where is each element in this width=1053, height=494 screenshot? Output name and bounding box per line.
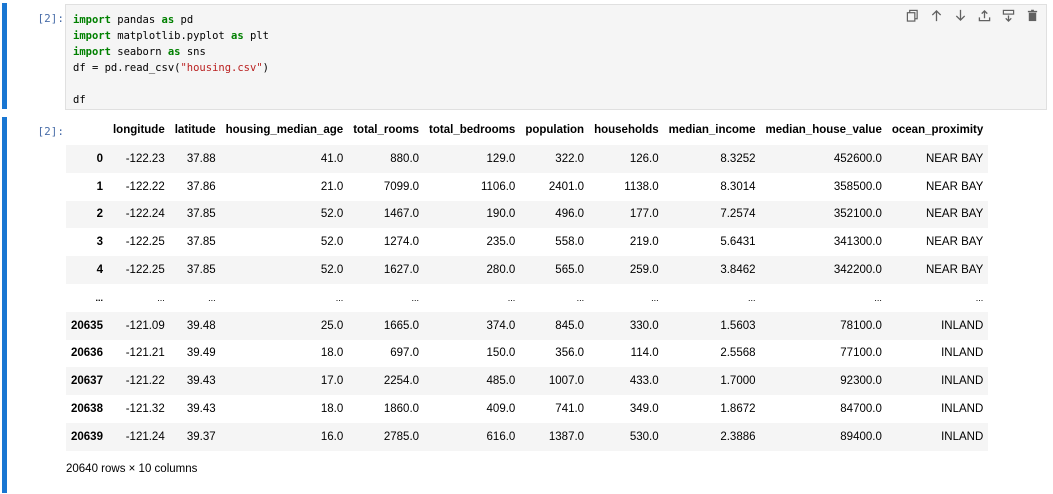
column-header-median-income: median_income xyxy=(668,124,756,136)
table-cell: ... xyxy=(748,292,756,303)
row-index: 1 xyxy=(96,180,103,193)
table-cell: 126.0 xyxy=(629,152,659,165)
table-cell: -121.24 xyxy=(125,430,165,443)
code-string: "housing.csv" xyxy=(180,62,263,74)
table-cell: 452600.0 xyxy=(833,152,882,165)
table-cell: 92300.0 xyxy=(840,375,882,388)
row-index: 4 xyxy=(96,264,103,277)
table-cell: 5.6431 xyxy=(720,236,756,249)
table-cell: 1138.0 xyxy=(624,180,659,193)
table-cell: 21.0 xyxy=(320,180,344,193)
table-cell: 374.0 xyxy=(486,319,516,332)
table-cell: 697.0 xyxy=(390,347,420,360)
move-up-icon[interactable] xyxy=(929,8,943,22)
input-prompt: [2]: xyxy=(37,12,64,25)
table-cell: 880.0 xyxy=(390,152,420,165)
table-cell: 1467.0 xyxy=(383,208,420,221)
table-cell: 2.3886 xyxy=(720,430,756,443)
code-line xyxy=(73,12,1046,28)
table-cell: 84700.0 xyxy=(840,403,882,416)
table-cell: 2.5568 xyxy=(720,347,756,360)
table-cell: 280.0 xyxy=(486,264,516,277)
table-cell: 39.43 xyxy=(186,375,216,388)
code-line xyxy=(73,92,1046,108)
table-cell: 322.0 xyxy=(555,152,585,165)
table-cell: 1.5603 xyxy=(720,319,756,332)
row-index: 0 xyxy=(96,152,103,165)
move-down-icon[interactable] xyxy=(953,8,967,22)
table-cell: -121.22 xyxy=(125,375,165,388)
active-cell-indicator[interactable] xyxy=(2,3,7,109)
table-row xyxy=(66,367,988,395)
table-cell: 8.3014 xyxy=(720,180,756,193)
table-cell: 2401.0 xyxy=(548,180,585,193)
table-cell: 1274.0 xyxy=(383,236,420,249)
table-cell: NEAR BAY xyxy=(925,152,984,165)
output-cell xyxy=(0,115,1053,491)
table-cell: 530.0 xyxy=(629,430,659,443)
table-cell: 341300.0 xyxy=(833,236,882,249)
row-index: 20638 xyxy=(71,403,103,416)
code-line xyxy=(73,44,1046,60)
code-line xyxy=(73,60,1046,76)
row-index: 3 xyxy=(96,236,103,249)
table-cell: 8.3252 xyxy=(720,152,756,165)
column-header-population: population xyxy=(525,124,585,136)
table-cell: 358500.0 xyxy=(833,180,882,193)
table-cell: -122.24 xyxy=(125,208,165,221)
table-cell: 7099.0 xyxy=(383,180,420,193)
table-cell: NEAR BAY xyxy=(925,208,984,221)
table-cell: 1.7000 xyxy=(720,375,756,388)
table-cell: 39.37 xyxy=(186,430,216,443)
table-cell: -121.21 xyxy=(125,347,165,360)
table-row xyxy=(66,312,988,340)
table-cell: 2785.0 xyxy=(383,430,420,443)
row-index: 20639 xyxy=(71,430,103,443)
table-cell: -121.09 xyxy=(125,319,165,332)
table-cell: ... xyxy=(975,292,984,303)
table-cell: 1627.0 xyxy=(383,264,420,277)
table-cell: ... xyxy=(651,292,659,303)
table-cell: ... xyxy=(208,292,216,303)
table-cell: 1007.0 xyxy=(548,375,585,388)
column-header-total-bedrooms: total_bedrooms xyxy=(429,124,516,136)
table-cell: 52.0 xyxy=(320,208,344,221)
table-cell: 349.0 xyxy=(629,403,659,416)
table-row xyxy=(66,201,988,229)
column-header-ocean-proximity: ocean_proximity xyxy=(891,124,984,136)
table-cell: 37.85 xyxy=(186,208,216,221)
table-cell: 1106.0 xyxy=(480,180,516,193)
table-cell: 259.0 xyxy=(629,264,659,277)
table-row xyxy=(66,340,988,368)
table-cell: -122.23 xyxy=(125,152,165,165)
table-cell: 37.85 xyxy=(186,264,216,277)
table-cell: INLAND xyxy=(941,403,984,416)
table-cell: -122.25 xyxy=(125,236,165,249)
row-index: 2 xyxy=(96,208,103,221)
table-cell: 114.0 xyxy=(630,347,659,360)
table-cell: 433.0 xyxy=(629,375,659,388)
code-line xyxy=(73,28,1046,44)
table-cell: 52.0 xyxy=(320,264,344,277)
table-cell: 7.2574 xyxy=(720,208,756,221)
table-cell: 1665.0 xyxy=(383,319,420,332)
table-cell: 1387.0 xyxy=(548,430,585,443)
output-prompt: [2]: xyxy=(37,125,64,138)
table-cell: 330.0 xyxy=(629,319,659,332)
table-cell: 150.0 xyxy=(486,347,516,360)
table-cell: 409.0 xyxy=(486,403,516,416)
table-cell: 845.0 xyxy=(555,319,585,332)
table-cell: 37.86 xyxy=(186,180,216,193)
row-index: 20637 xyxy=(71,375,103,388)
column-header-median-house-value: median_house_value xyxy=(765,124,882,136)
duplicate-icon[interactable] xyxy=(905,8,919,22)
table-cell: 37.88 xyxy=(186,152,216,165)
table-cell: ... xyxy=(157,292,165,303)
table-cell: INLAND xyxy=(941,375,984,388)
table-cell: 41.0 xyxy=(320,152,344,165)
column-header-longitude: longitude xyxy=(112,124,165,136)
table-cell: 496.0 xyxy=(555,208,585,221)
table-cell: 342200.0 xyxy=(833,264,882,277)
row-index: 20636 xyxy=(71,347,103,360)
table-cell: ... xyxy=(874,292,882,303)
dataframe-table xyxy=(66,115,988,451)
table-cell: 2254.0 xyxy=(383,375,420,388)
output-collapser[interactable] xyxy=(2,117,7,493)
row-index: 20635 xyxy=(71,319,103,332)
table-cell: INLAND xyxy=(941,430,984,443)
table-cell: 39.43 xyxy=(186,403,216,416)
code-keyword: as xyxy=(161,14,175,26)
table-cell: ... xyxy=(411,292,420,303)
row-index: ... xyxy=(95,292,103,303)
table-cell: 1860.0 xyxy=(383,403,420,416)
dataframe-shape: 20640 rows × 10 columns xyxy=(66,463,198,475)
table-cell: 18.0 xyxy=(320,403,344,416)
table-cell: 235.0 xyxy=(486,236,516,249)
table-cell: 129.0 xyxy=(486,152,516,165)
code-token: ) xyxy=(262,62,269,74)
table-row xyxy=(66,423,988,451)
delete-icon[interactable] xyxy=(1025,8,1039,22)
table-cell: INLAND xyxy=(941,347,984,360)
cell-toolbar xyxy=(905,8,1039,22)
table-cell: NEAR BAY xyxy=(925,264,984,277)
table-cell: 89400.0 xyxy=(840,430,882,443)
table-cell: 17.0 xyxy=(320,375,344,388)
table-cell: ... xyxy=(335,292,344,303)
table-cell: 25.0 xyxy=(320,319,344,332)
table-cell: INLAND xyxy=(941,319,984,332)
code-editor[interactable] xyxy=(65,4,1047,110)
table-row xyxy=(66,228,988,256)
table-cell: 37.85 xyxy=(186,236,216,249)
table-cell: 77100.0 xyxy=(840,347,882,360)
code-keyword: import xyxy=(73,30,111,42)
table-cell: 616.0 xyxy=(486,430,516,443)
code-cell[interactable] xyxy=(0,0,1053,110)
table-cell: 190.0 xyxy=(486,208,516,221)
table-row xyxy=(66,256,988,284)
code-token: df = pd.read_csv( xyxy=(73,62,181,74)
table-cell: 39.48 xyxy=(186,319,216,332)
table-cell: 1.8672 xyxy=(720,403,756,416)
index-header xyxy=(66,115,108,145)
table-cell: NEAR BAY xyxy=(925,236,984,249)
code-token: matplotlib.pyplot xyxy=(110,30,232,42)
table-cell: 177.0 xyxy=(629,208,659,221)
table-cell: 18.0 xyxy=(320,347,344,360)
code-keyword: import xyxy=(73,46,111,58)
column-header-housing-median-age: housing_median_age xyxy=(225,124,344,136)
code-keyword: as xyxy=(167,46,181,58)
table-cell: 741.0 xyxy=(555,403,585,416)
table-cell: 3.8462 xyxy=(720,264,756,277)
table-row xyxy=(66,173,988,201)
code-keyword: import xyxy=(73,14,111,26)
table-header-row xyxy=(66,115,988,145)
table-cell: 356.0 xyxy=(555,347,585,360)
table-cell: 558.0 xyxy=(555,236,585,249)
table-cell: 39.49 xyxy=(186,347,216,360)
table-cell: -121.32 xyxy=(125,403,165,416)
table-cell: 78100.0 xyxy=(840,319,882,332)
insert-above-icon[interactable] xyxy=(977,8,991,22)
code-keyword: as xyxy=(231,30,244,42)
table-cell: 52.0 xyxy=(320,236,344,249)
code-token: sns xyxy=(180,46,206,58)
table-row xyxy=(66,395,988,423)
code-token: df xyxy=(73,94,86,106)
table-cell: 352100.0 xyxy=(833,208,882,221)
table-body xyxy=(66,145,988,451)
table-cell: -122.25 xyxy=(125,264,165,277)
column-header-total-rooms: total_rooms xyxy=(353,124,420,136)
table-cell: 565.0 xyxy=(555,264,585,277)
code-token: plt xyxy=(243,30,269,42)
table-cell: ... xyxy=(507,292,516,303)
table-cell: ... xyxy=(576,292,585,303)
column-header-households: households xyxy=(594,124,659,136)
code-token: pd xyxy=(174,14,194,26)
table-cell: 219.0 xyxy=(629,236,659,249)
insert-below-icon[interactable] xyxy=(1001,8,1015,22)
code-line xyxy=(73,76,1046,92)
table-cell: 485.0 xyxy=(486,375,516,388)
code-token: seaborn xyxy=(110,46,168,58)
code-token: pandas xyxy=(110,14,162,26)
column-header-latitude: latitude xyxy=(174,124,216,136)
table-cell: NEAR BAY xyxy=(925,180,984,193)
table-cell: -122.22 xyxy=(125,180,165,193)
table-row xyxy=(66,145,988,173)
table-cell: 16.0 xyxy=(320,430,344,443)
table-row xyxy=(66,284,988,312)
